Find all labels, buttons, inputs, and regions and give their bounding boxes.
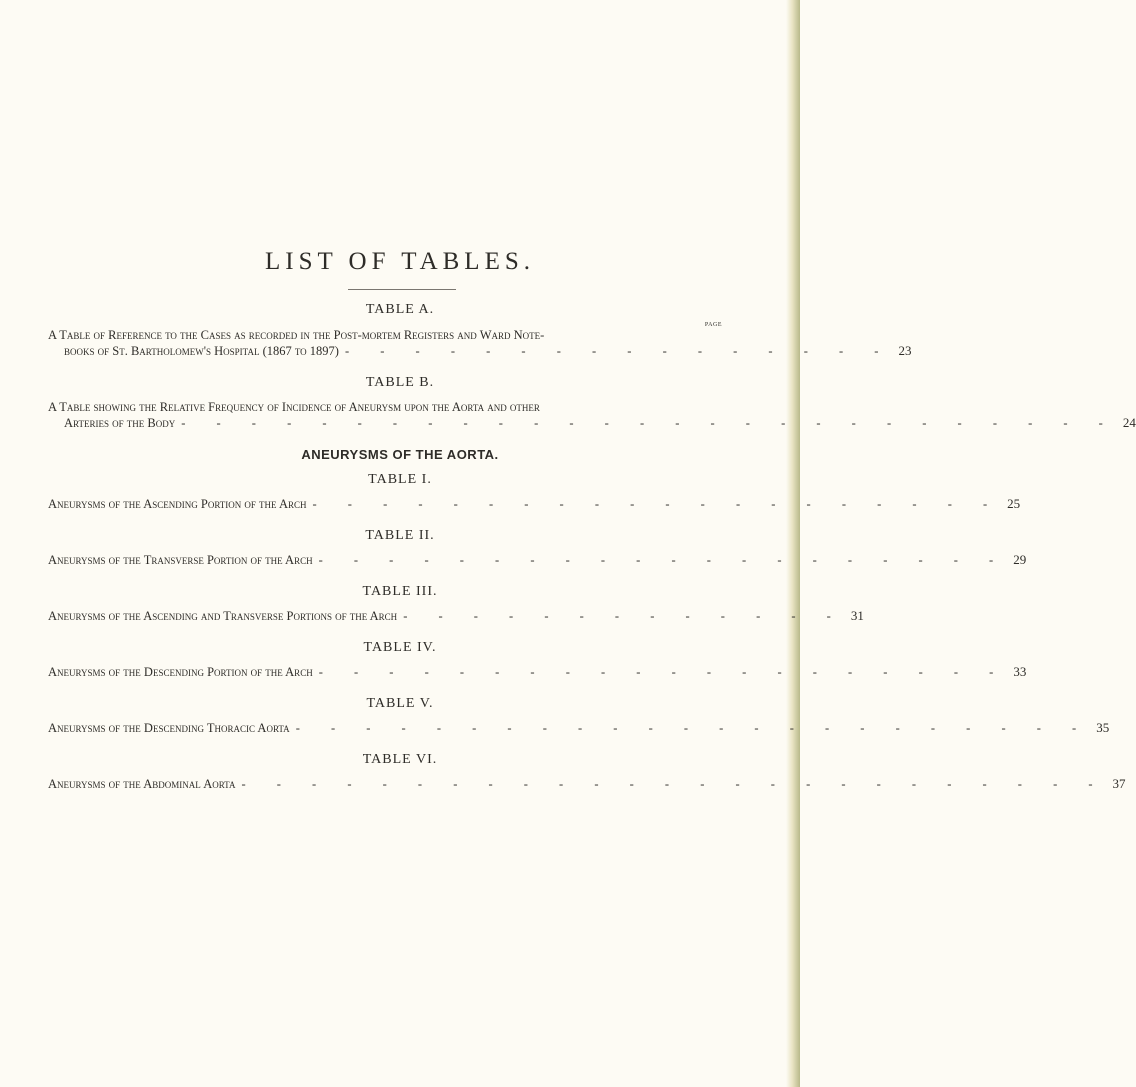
- table-6-title: Aneurysms of the Abdominal Aorta: [48, 777, 236, 791]
- table-4-heading: TABLE IV.: [363, 640, 437, 655]
- table-5-heading: TABLE V.: [366, 696, 434, 711]
- table-5-entry: [48, 720, 1110, 736]
- table-5-title: Aneurysms of the Descending Thoracic Aorta: [48, 721, 290, 735]
- table-3-heading: TABLE III.: [362, 584, 438, 599]
- page-column-label: PAGE: [704, 322, 722, 328]
- table-1-entry: [48, 496, 1021, 512]
- table-4-entry: [48, 664, 1027, 680]
- table-4-page-number: 33: [1013, 664, 1027, 679]
- table-3-page-number: 31: [850, 608, 864, 623]
- section-heading-aorta: ANEURYSMS OF THE AORTA.: [301, 447, 499, 462]
- table-b-title-line-1: A Table showing the Relative Frequency of Incidence of Aneurysm upon the Aorta and other: [48, 400, 540, 414]
- table-6-heading: TABLE VI.: [362, 752, 438, 767]
- dot-leader: - - - - - - - - - - - - -: [403, 609, 845, 623]
- table-a-title-line-2: books of St. Bartholomew's Hospital (1867 to 1897): [64, 344, 339, 358]
- table-2-entry: [48, 552, 1027, 568]
- table-2-page-number: 29: [1013, 552, 1027, 567]
- page-title: LIST OF TABLES.: [264, 248, 536, 275]
- table-a-heading: TABLE A.: [365, 302, 435, 317]
- table-4-title: Aneurysms of the Descending Portion of the Arch: [48, 665, 313, 679]
- table-b-entry: [64, 415, 1136, 431]
- title-divider: [348, 289, 456, 290]
- table-1-page-number: 25: [1007, 496, 1021, 511]
- dot-leader: - - - - - - - - - - - - - - - - - - - - - - - - - - -: [181, 416, 1117, 430]
- dot-leader: - - - - - - - - - - - - - - - -: [344, 344, 893, 358]
- table-a-title-line-1: A Table of Reference to the Cases as recorded in the Post-mortem Registers and Ward Note-: [48, 328, 545, 342]
- dot-leader: - - - - - - - - - - - - - - - - - - - -: [318, 553, 1008, 567]
- dot-leader: - - - - - - - - - - - - - - - - - - - - - - - - -: [241, 777, 1107, 791]
- table-3-title: Aneurysms of the Ascending and Transverse Portions of the Arch: [48, 609, 398, 623]
- table-b-title-line-2: Arteries of the Body: [64, 416, 176, 430]
- table-b-page-number: 24: [1122, 415, 1136, 430]
- dot-leader: - - - - - - - - - - - - - - - - - - - -: [312, 497, 1002, 511]
- dot-leader: - - - - - - - - - - - - - - - - - - - - - - -: [295, 721, 1091, 735]
- table-3-entry: [48, 608, 864, 624]
- table-2-title: Aneurysms of the Transverse Portion of the Arch: [48, 553, 313, 567]
- table-a-page-number: 23: [898, 343, 912, 358]
- table-1-title: Aneurysms of the Ascending Portion of the Arch: [48, 497, 307, 511]
- table-1-heading: TABLE I.: [368, 472, 432, 487]
- table-a-entry: [64, 343, 912, 359]
- table-6-page-number: 37: [1112, 776, 1126, 791]
- table-5-page-number: 35: [1096, 720, 1110, 735]
- table-b-heading: TABLE B.: [365, 375, 435, 390]
- table-2-heading: TABLE II.: [365, 528, 435, 543]
- dot-leader: - - - - - - - - - - - - - - - - - - - -: [318, 665, 1008, 679]
- table-6-entry: [48, 776, 1126, 792]
